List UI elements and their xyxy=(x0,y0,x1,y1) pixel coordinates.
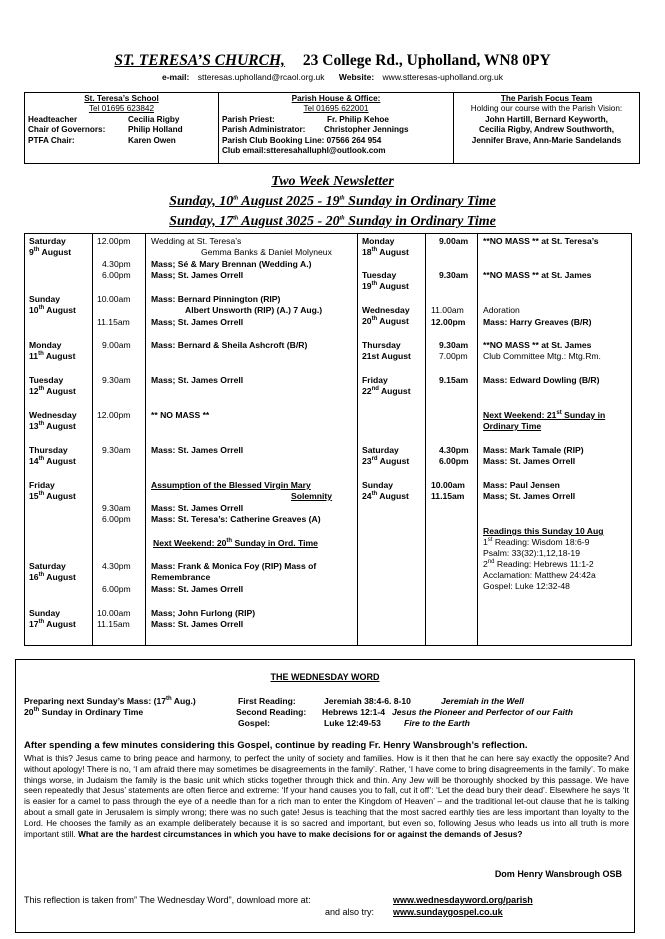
event: **NO MASS ** at St. Teresa’s xyxy=(483,236,599,246)
time: 11.15am xyxy=(97,317,130,327)
time: 10.00am xyxy=(97,608,131,618)
focus-team-column xyxy=(454,93,639,163)
event: Mass: St. James Orrell xyxy=(151,619,244,629)
wednesday-word-box xyxy=(15,659,635,933)
footer-text: This reflection is taken from” The Wednesday Word”, download more at: xyxy=(24,895,311,905)
reading-line: Psalm: 33(32):1,12,18-19 xyxy=(483,548,580,558)
event: Mass: St. James Orrell xyxy=(151,584,244,594)
prep-line-1: Preparing next Sunday’s Mass: (17th Aug.) xyxy=(24,696,196,706)
event: Mass: St. James Orrell xyxy=(483,456,576,466)
day-sun-24: Sunday 24th August xyxy=(362,480,409,501)
day-wed-13: Wednesday 13th August xyxy=(29,410,77,431)
event: Mass; St. James Orrell xyxy=(151,317,244,327)
event: ** NO MASS ** xyxy=(151,410,210,420)
time: 9.30am xyxy=(439,340,469,350)
day-sat-23: Saturday 23rd August xyxy=(362,445,410,466)
email-label: e-mail: xyxy=(161,72,190,82)
time: 6.00pm xyxy=(102,584,131,594)
event: Mass; Sé & Mary Brennan (Wedding A.) xyxy=(151,259,312,269)
day-mon-18: Monday 18th August xyxy=(362,236,409,257)
day-fri-22: Friday 22nd August xyxy=(362,375,411,396)
event: Mass: Frank & Monica Foy (RIP) Mass of xyxy=(151,561,317,571)
focus-team-title: The Parish Focus Team xyxy=(500,94,593,103)
focus-team-intro: Holding our course with the Parish Vision: xyxy=(470,104,623,114)
event: Club Committee Mtg.: Mtg.Rm. xyxy=(483,351,601,361)
day-thu-14: Thursday 14th August xyxy=(29,445,76,466)
wednesday-word-title: THE WEDNESDAY WORD xyxy=(270,672,380,682)
feast-heading: Assumption of the Blessed Virgin Mary xyxy=(151,480,311,490)
time: 9.30am xyxy=(102,375,131,385)
schedule-table xyxy=(24,233,632,646)
time: 9.15am xyxy=(439,375,469,385)
column-divider xyxy=(92,234,93,645)
event: Mass; St. James Orrell xyxy=(151,375,244,385)
school-row: PTFA Chair: Karen Owen xyxy=(28,135,176,145)
day-tue-19: Tuesday 19th August xyxy=(362,270,409,291)
reflection-author: Dom Henry Wansbrough OSB xyxy=(494,869,622,879)
time: 12.00pm xyxy=(97,236,131,246)
reflection-body: What is this? Jesus came to bring peace and harmony, to perfect the unity of society and families. How is it then that he can here say exactly the opposite? And without apology! There is no, ‘I am afraid there may sometimes be disagreements in the family’. Rather, ‘I have come to bring disagreements in the family’. To make things worse, in Judaism the family is the basic unit which sticks together through thick and thin. Any Jew will be thoroughly shocked by this passage. We have seen repeatedly that Jesus’ statements are often fierce and extreme: ‘If your hand causes you to fall, cut it off’: ‘Let the dead bury their dead’. Elsewhere he says ‘It is easier for a camel to pass through the eye of a needle than for a rich man to enter the Kingdom of Heaven’ – and the traditional let-out clause that he is talking about a small gate in Jerusalem is simply wrong; there was no such gate! Jesus is teaching that the most sacred earthly ties are less important than loyalty to the Lord. He chooses the family as an example deliberately because it is so sacred and important, but even so, following Jesus who leads us into all truth is more important still. What are the hardest circumstances in which you have to make decisions for or against the demands of Jesus? xyxy=(24,753,629,839)
time: 9.00am xyxy=(439,236,469,246)
priest-row: Parish Priest: Fr. Philip Kehoe xyxy=(222,114,389,124)
time: 9.30am xyxy=(102,503,131,513)
column-divider xyxy=(425,234,426,645)
time: 6.00pm xyxy=(439,456,469,466)
feast-heading: Solemnity xyxy=(291,491,333,501)
event: **NO MASS ** at St. James xyxy=(483,340,592,350)
newsletter-title: Two Week Newsletter xyxy=(271,174,394,189)
church-name: ST. TERESA’S CHURCH, xyxy=(114,52,285,69)
time: 4.30pm xyxy=(439,445,469,455)
day-tue-12: Tuesday 12th August xyxy=(29,375,76,396)
church-title-line xyxy=(0,52,665,70)
event: Mass; St. James Orrell xyxy=(483,491,576,501)
gospel-title: Fire to the Earth xyxy=(404,718,470,728)
focus-team-line: John Hartill, Bernard Keyworth, xyxy=(485,114,608,124)
event: Mass: Mark Tamale (RIP) xyxy=(483,445,584,455)
column-divider xyxy=(145,234,146,645)
email-link[interactable]: stteresas.upholland@rcaol.org.uk xyxy=(197,72,325,82)
event: Mass: Edward Dowling (B/R) xyxy=(483,375,600,385)
school-title: St. Teresa’s School xyxy=(84,94,159,103)
church-address: 23 College Rd., Upholland, WN8 0PY xyxy=(302,52,551,69)
time: 4.30pm xyxy=(102,561,131,571)
school-column xyxy=(25,93,219,163)
school-row: Headteacher Cecilia Rigby xyxy=(28,114,180,124)
club-email: Club email:stteresahalluphl@outlook.com xyxy=(222,146,386,155)
contacts-box xyxy=(24,92,640,164)
sunday-gospel-link[interactable]: www.sundaygospel.co.uk xyxy=(393,907,503,917)
reading-line: 2nd Reading: Hebrews 11:1-2 xyxy=(483,559,594,569)
next-weekend-note: Ordinary Time xyxy=(483,421,542,431)
second-reading-title: Jesus the Pioneer and Perfector of our Faith xyxy=(392,707,573,717)
contact-line xyxy=(0,72,665,82)
reading-line: Acclamation: Matthew 24:42a xyxy=(483,570,596,580)
reflection-intro: After spending a few minutes considering this Gospel, continue by reading Fr. Henry Wansbrough’s reflection. xyxy=(24,740,528,751)
sunday-heading-1: Sunday, 10th August 2025 - 19th Sunday in Ordinary Time xyxy=(169,194,496,209)
reading-line: Gospel: Luke 12:32-48 xyxy=(483,581,570,591)
time: 10.00am xyxy=(97,294,131,304)
day-sat-16: Saturday 16th August xyxy=(29,561,76,582)
second-reading-label: Second Reading: xyxy=(236,707,307,717)
event: Mass: Bernard & Sheila Ashcroft (B/R) xyxy=(151,340,308,350)
focus-team-line: Jennifer Brave, Ann-Marie Sandelands xyxy=(471,135,622,145)
readings-title: Readings this Sunday 10 Aug xyxy=(483,526,604,536)
event: Albert Unsworth (RIP) (A.) 7 Aug.) xyxy=(185,305,323,315)
time: 9.30am xyxy=(102,445,131,455)
day-fri-15: Friday 15th August xyxy=(29,480,76,501)
column-divider xyxy=(477,234,478,645)
reflection-question: What are the hardest circumstances in which you have to make decisions for or against the demands of Jesus? xyxy=(78,828,523,839)
column-divider xyxy=(357,234,358,645)
event: Gemma Banks & Daniel Molyneux xyxy=(201,247,332,257)
time: 9.00am xyxy=(102,340,131,350)
event: Remembrance xyxy=(151,572,211,582)
day-sat-9: Saturday 9th August xyxy=(29,236,72,257)
website-label: Website: xyxy=(338,72,375,82)
club-booking: Parish Club Booking Line: 07566 264 954 xyxy=(222,135,382,145)
time: 12.00pm xyxy=(97,410,131,420)
event: Mass; John Furlong (RIP) xyxy=(151,608,256,618)
time: 11.15am xyxy=(431,491,465,501)
day-sun-10: Sunday 10th August xyxy=(29,294,76,315)
school-row: Chair of Governors: Philip Holland xyxy=(28,125,183,135)
second-reading-ref: Hebrews 12:1-4 xyxy=(322,707,386,717)
time: 11.00am xyxy=(431,305,464,315)
event: Wedding at St. Teresa’s xyxy=(151,236,242,246)
time: 9.30am xyxy=(439,270,469,280)
school-tel: Tel 01695 623842 xyxy=(88,104,155,114)
event: Mass: Paul Jensen xyxy=(483,480,560,490)
prep-line-2: 20th Sunday in Ordinary Time xyxy=(24,707,144,717)
event: Mass: Harry Greaves (B/R) xyxy=(483,317,592,327)
first-reading-label: First Reading: xyxy=(238,696,296,706)
gospel-label: Gospel: xyxy=(238,718,270,728)
gospel-ref: Luke 12:49-53 xyxy=(324,718,381,728)
time: 11.15am xyxy=(97,619,130,629)
day-mon-11: Monday 11th August xyxy=(29,340,76,361)
parish-house-tel: Tel 01695 622001 xyxy=(303,104,369,114)
event: Mass: St. James Orrell xyxy=(151,445,244,455)
admin-row: Parish Administrator: Christopher Jennings xyxy=(222,125,409,135)
day-wed-20: Wednesday 20th August xyxy=(362,305,410,326)
time: 7.00pm xyxy=(439,351,468,361)
focus-team-line: Cecilia Rigby, Andrew Southworth, xyxy=(478,125,615,135)
event: Mass: St. James Orrell xyxy=(151,503,244,513)
next-weekend-note: Next Weekend: 20th Sunday in Ord. Time xyxy=(153,538,318,548)
first-reading-title: Jeremiah in the Well xyxy=(441,696,524,706)
sunday-heading-2: Sunday, 17th August 3025 - 20th Sunday in Ordinary Time xyxy=(169,214,496,229)
day-thu-21: Thursday 21st August xyxy=(362,340,411,361)
event: **NO MASS ** at St. James xyxy=(483,270,592,280)
time: 4.30pm xyxy=(102,259,131,269)
website-link[interactable]: www.stteresas-upholland.org.uk xyxy=(382,72,504,82)
time: 6.00pm xyxy=(102,514,131,524)
time: 6.00pm xyxy=(102,270,131,280)
event: Adoration xyxy=(483,305,520,315)
next-weekend-note: Next Weekend: 21st Sunday in xyxy=(483,410,606,420)
also-try-text: and also try: xyxy=(325,907,375,917)
time: 10.00am xyxy=(431,480,465,490)
first-reading-ref: Jeremiah 38:4-6. 8-10 xyxy=(324,696,411,706)
day-sun-17: Sunday 17th August xyxy=(29,608,76,629)
wednesday-word-link[interactable]: www.wednesdayword.org/parish xyxy=(393,895,533,905)
event: Mass: Bernard Pinnington (RIP) xyxy=(151,294,281,304)
time: 12.00pm xyxy=(431,317,466,327)
reading-line: 1st Reading: Wisdom 18:6-9 xyxy=(483,537,590,547)
parish-house-title: Parish House & Office: xyxy=(291,94,381,103)
event: Mass; St. James Orrell xyxy=(151,270,244,280)
event: Mass: St. Teresa’s: Catherine Greaves (A) xyxy=(151,514,321,524)
parish-house-column xyxy=(219,93,454,163)
